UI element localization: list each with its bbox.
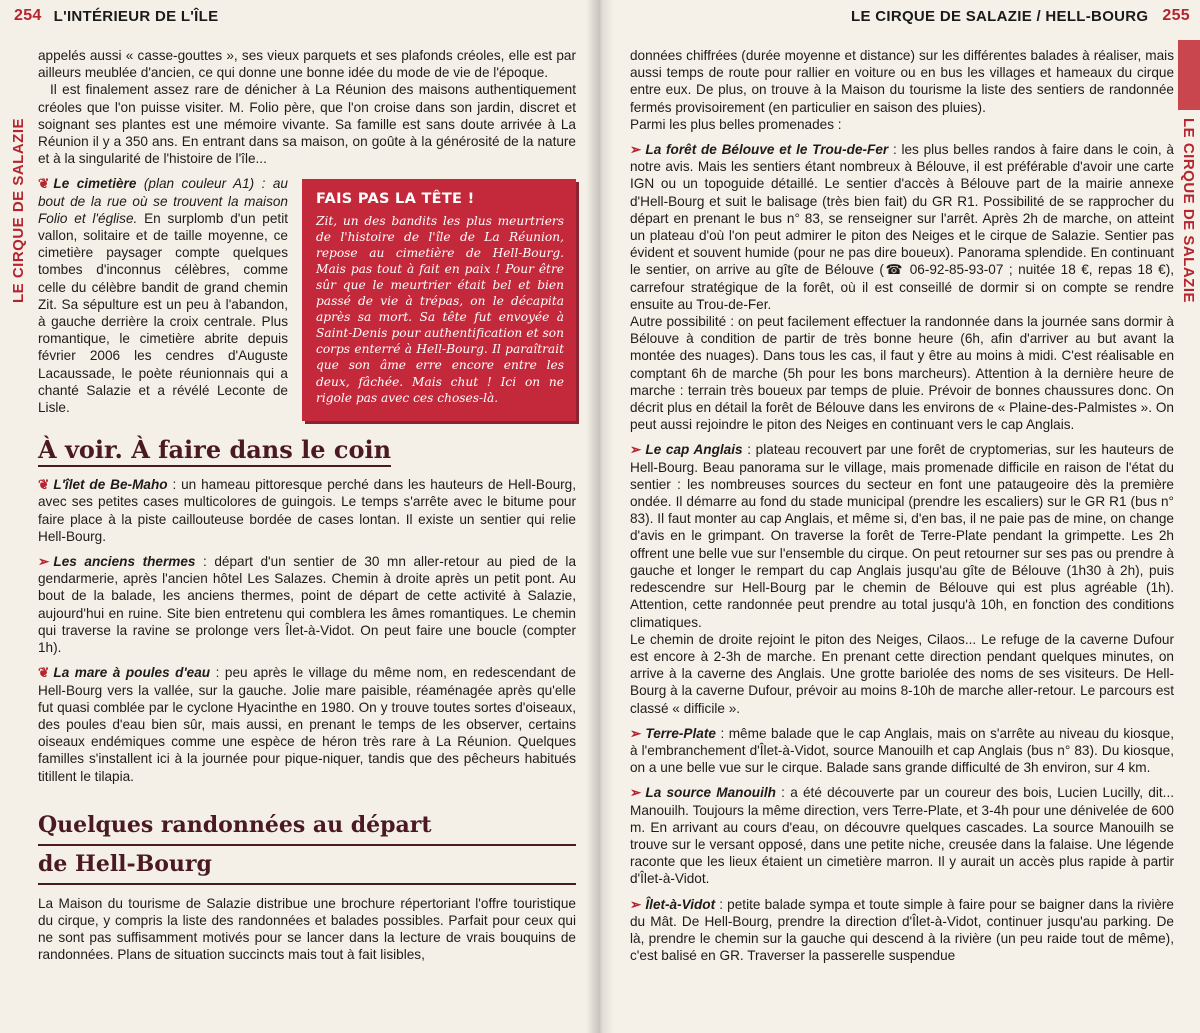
- item-mare-poules-eau: [38, 664, 576, 784]
- item-text: : plateau recouvert par une forêt de cryptomerias, sur les hauteurs de Hell-Bourg. Beau panorama sur le village, mais promenade difficile en raison de l'état du sentier : les nombreuses sources du secteur en font une pataugeoire dès la première ondée. Il démarre au fond du stade municipal (prendre les escaliers) sur le GR R1 (bus n° 83). Il faut monter au cap Anglais, et même si, d'en bas, il ne paie pas de mine, on change d'avis en le grimpant. On traverse la forêt de Terre-Plate pendant la grimpette. Les 2h offrent une belle vue sur l'ensemble du cirque. On peut retourner sur ses pas ou prendre à gauche et longer le rempart du cap Anglais jusqu'au gîte de Bélouve (1h30 à 2h), puis redescendre sur Hell-Bourg par le chemin de Bélouve qui est plus agréable (1h). Attention, cette randonnée peut prendre au total jusqu'à 10h, en fonction des conditions climatiques.: [630, 442, 1174, 630]
- arrow-icon: ➢: [38, 554, 50, 570]
- cimetiere-lead: Le cimetière: [53, 176, 137, 192]
- item-cap-anglais: [630, 441, 1174, 630]
- item-text: : a été découverte par un coureur des bois, Lucien Lucilly, dit... Manouilh. Toujours la même direction, vers Terre-Plate, et 3-4h pour une dénivelée de 600 m. En arrivant au cours d'eau, on découvre quelques cascades. La source Manouilh se trouve sur le versant opposé, dans une petite niche, creusée dans la falaise. Une légende raconte que les lieux étaient un cimetière marron. Il y aurait un accès plus rapide à partir d'Îlet-à-Vidot.: [630, 785, 1174, 887]
- item-source-manouilh: [630, 784, 1174, 887]
- arrow-icon: ➢: [630, 142, 642, 158]
- item-text: : petite balade sympa et toute simple à faire pour se baigner dans la rivière du Mât. De Hell-Bourg, prendre la direction d'Îlet-à-Vidot, continuer jusqu'au parking. De là, prendre le chemin sur la gauche qui descend à la rivière (un peu raide tout de même), c'est balisé en GR. Traverser la passerelle suspendue: [630, 896, 1174, 964]
- intro-paragraph-1: appelés aussi « casse-gouttes », ses vieux parquets et ses plafonds créoles, elle est par ailleurs meublée d'ancien, ce qui donne une bonne idée du mode de vie de l'époque.: [38, 48, 576, 81]
- right-intro-2: Parmi les plus belles promenades :: [630, 116, 842, 132]
- cimetiere-text: En surplomb d'un petit vallon, solitaire et de taille moyenne, ce cimetière paysager compte quelques tombes d'inconnus célèbres, comme celle du célèbre bandit de grand chemin Zit. Sa sépulture est un peu à l'abandon, à gauche derrière la croix centrale. Plus romantique, le cimetière abrite depuis février 2006 les cendres d'Auguste Lacaussade, le poète réunionnais qui a chanté Salazie et a révélé Leconte de Lisle.: [38, 210, 288, 416]
- right-page-number: 255: [1162, 7, 1190, 24]
- left-side-tab: LE CIRQUE DE SALAZIE: [10, 118, 27, 304]
- item-lead: La mare à poules d'eau: [53, 665, 211, 681]
- sidebar-box-body: Zit, un des bandits les plus meurtriers de l'histoire de l'île de La Réunion, repose au cimetière de Hell-Bourg. Mais pas tout à fait en paix ! Pour être sûr que le meurtrier était bel et bien passé de vie à trépas, on le décapita après sa mort. Sa tête fut envoyée à Saint-Denis pour authentification et son corps enterré à Hell-Bourg. Il paraîtrait que son âme erre encore entre les deux, fâchée. Mais chut ! Ici on ne rigole pas avec ces choses-là.: [316, 213, 564, 405]
- pin-icon: ❦: [38, 477, 50, 493]
- item-foret-belouve: [630, 141, 1174, 313]
- item-text: : peu après le village du même nom, en redescendant de Hell-Bourg vers la vallée, sur la gauche. Jolie mare paisible, réaménagée après qu'elle fut quasi comblée par le cyclone Hyacinthe en 1980. On y trouve toutes sortes d'oiseaux, des poules d'eau bien sûr, mais aussi, en prenant le temps de les observer, certains oiseaux endémiques comme une espèce de héron très rare à La Réunion. Quelques familles s'installent ici à la journée pour pique-niquer, tandis que des pêcheurs habitués titillent le tilapia.: [38, 665, 576, 784]
- pin-icon: ❦: [38, 665, 50, 681]
- item-lead: Le cap Anglais: [645, 442, 743, 458]
- cimetiere-section: [38, 175, 576, 416]
- right-page: [600, 0, 1200, 1033]
- right-running-head: LE CIRQUE DE SALAZIE / HELL-BOURG: [850, 7, 1149, 25]
- arrow-icon: ➢: [630, 896, 642, 912]
- item-lead: Îlet-à-Vidot: [645, 896, 716, 912]
- item-lead: La source Manouilh: [645, 785, 776, 801]
- item-lead: La forêt de Bélouve et le Trou-de-Fer: [645, 142, 889, 158]
- item-anciens-thermes: [38, 553, 576, 656]
- right-column: [630, 47, 1174, 964]
- section-title-randonnees: Quelques randonnées au départ de Hell-Bourg: [38, 807, 576, 885]
- section-title-a-voir: À voir. À faire dans le coin: [38, 434, 576, 466]
- left-page-header: [14, 4, 218, 28]
- item-lead: Les anciens thermes: [53, 554, 196, 570]
- arrow-icon: ➢: [630, 725, 642, 741]
- right-edge-band: [1178, 40, 1200, 110]
- left-running-head: L'INTÉRIEUR DE L'ÎLE: [53, 7, 219, 25]
- left-page-number: 254: [14, 7, 42, 24]
- right-page-header: [851, 4, 1190, 28]
- item-foret-belouve-cont: Autre possibilité : on peut facilement effectuer la randonnée dans la journée sans dormir à Bélouve à condition de partir de très bonne heure (6h, afin d'arriver au but avant la montée des nuages). Dans tous les cas, il faut y être au moins à midi. C'est réalisable en comptant 6h de marche (5h pour les bons marcheurs). Attention à la dernière heure de marche : terrain très boueux par temps de pluie. Prévoir de bonnes chaussures donc. On décrit plus en détail la forêt de Bélouve dans les environs de « Plaine-des-Palmistes ». On peut aussi rejoindre le piton des Neiges en continuant vers le cap Anglais.: [630, 314, 1174, 433]
- item-cap-anglais-cont: Le chemin de droite rejoint le piton des Neiges, Cilaos... Le refuge de la caverne Dufour est encore à 2-3h de marche. En prenant cette direction pendant quelques minutes, on arrive à la caverne des Anglais. Une grotte bariolée des noms de ses visiteurs. De Hell-Bourg à la caverne Dufour, prévoir au moins 8-10h de marche aller-retour. Le parcours est classé « difficile ».: [630, 631, 1174, 716]
- item-text: : un hameau pittoresque perché dans les hauteurs de Hell-Bourg, avec ses petites cases multicolores de guingois. Le temps s'arrête avec le bitume pour faire place à la piste caillouteuse bordée de cases lontan. Il existe un sentier qui relie Hell-Bourg.: [38, 477, 576, 544]
- item-lead: L'îlet de Be-Maho: [53, 477, 168, 493]
- sidebar-box-title: FAIS PAS LA TÊTE !: [316, 191, 475, 208]
- item-text: : les plus belles randos à faire dans le coin, à notre avis. Mais les sentiers étant nombreux à Bélouve, il est préférable d'avoir une carte IGN ou un topoguide détaillé. Le sentier d'accès à Bélouve part de la mairie annexe d'Hell-Bourg et suit le balisage (très bien fait) du GR R1. Possibilité de se rapprocher du départ en prenant le bus n° 83, se renseigner sur l'arrêt. Après 2h de marche, on atteint un plateau d'où l'on peut admirer le piton des Neiges et le cirque de Salazie. Sentier pas évident et souvent humide (pour ne pas dire boueux). Panorama splendide. En continuant le sentier, on arrive au gîte de Bélouve (☎ 06-92-85-93-07 ; nuitée 18 €, repas 18 €), carrefour stratégique de la forêt, où il est conseillé de dormir si on compte se rendre ensuite au Trou-de-Fer.: [630, 142, 1174, 312]
- item-text: : même balade que le cap Anglais, mais on s'arrête au niveau du kiosque, à l'embranchement d'Îlet-à-Vidot, source Manouilh et cap Anglais (bus n° 83). Du kiosque, on a une belle vue sur le cirque. Balade sans grande difficulté de 3h environ, sur 4 km.: [630, 725, 1174, 776]
- item-ilet-be-maho: [38, 476, 576, 545]
- cimetiere-italic-text: (plan couleur A1) : au bout de la rue où se trouvent la maison Folio et l'église.: [38, 176, 288, 226]
- left-column: [38, 47, 576, 964]
- intro-paragraph-2: Il est finalement assez rare de dénicher à La Réunion des maisons authentiquement créoles que l'on puisse visiter. M. Folio père, que l'on croise dans son jardin, discret et soignant ses plantes est une mémoire vivante. Sa famille est sans doute arrivée à La Réunion il y a 350 ans. En entrant dans sa maison, on goûte à la générosité de la nature et à la singularité de l'histoire de l'île...: [38, 82, 576, 167]
- sidebar-box: [302, 179, 576, 421]
- item-text: : départ d'un sentier de 30 mn aller-retour au pied de la gendarmerie, après l'ancien hôtel Les Salazes. Chemin à droite après un petit pont. Au bout de la balade, les anciens thermes, point de départ de cette activité à Salazie, aujourd'hui en ruine. Site bien entretenu qui comblera les âmes romantiques. Le chemin qui traverse la ravine se prolonge vers Îlet-à-Vidot. On peut faire une boucle (compter 1h).: [38, 554, 577, 656]
- right-intro: données chiffrées (durée moyenne et distance) sur les différentes balades à réaliser, mais aussi temps de route pour rallier en voiture ou en bus les villages et hameaux du cirque entre eux. De plus, on trouve à la Maison du tourisme la liste des sentiers de randonnée fermés provisoirement (en particulier en saison des pluies).: [630, 48, 1174, 115]
- arrow-icon: ➢: [630, 785, 642, 801]
- pin-icon: ❦: [38, 176, 50, 192]
- right-side-tab: LE CIRQUE DE SALAZIE: [1180, 118, 1197, 304]
- item-lead: Terre-Plate: [645, 725, 716, 741]
- outro-paragraph: La Maison du tourisme de Salazie distribue une brochure répertoriant l'offre touristique du cirque, y compris la liste des randonnées et balades possibles. Parfait pour ceux qui ne sont pas suffisamment motivés pour se lancer dans la lecture de vrais bouquins de randonnées. Plans de situation succincts mais tout à fait lisibles,: [38, 895, 576, 963]
- arrow-icon: ➢: [630, 442, 642, 458]
- item-ilet-a-vidot: [630, 896, 1174, 965]
- item-terre-plate: [630, 725, 1174, 777]
